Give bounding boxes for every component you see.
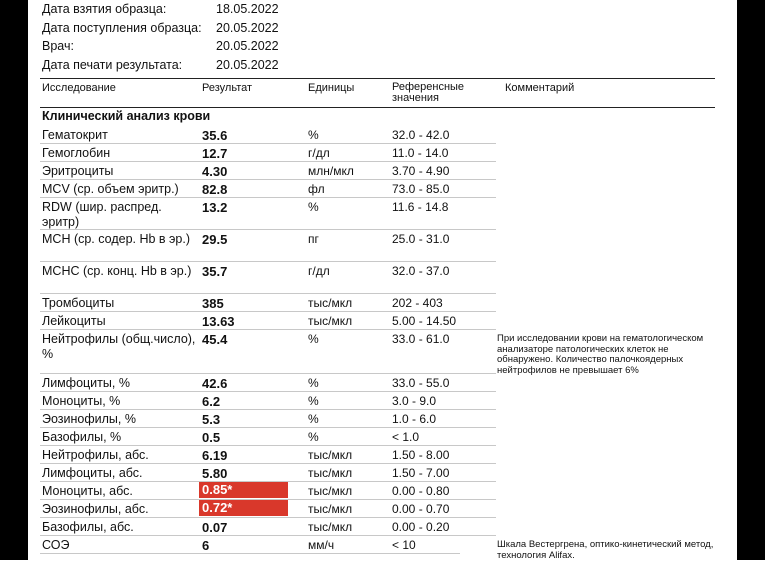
test-name: Гематокрит <box>42 128 108 142</box>
table-row <box>28 464 737 482</box>
reference-range: 0.00 - 0.70 <box>392 502 450 516</box>
test-name: Лимфоциты, абс. <box>42 466 143 480</box>
header-units: Единицы <box>308 82 355 94</box>
table-row <box>28 518 737 536</box>
comment: При исследовании крови на гематологическом анализаторе патологических клеток не обнаружено. Количество палочкоядерных нейтрофилов не превышает 6% <box>497 333 704 376</box>
unit: тыс/мкл <box>308 466 353 480</box>
table-row <box>28 162 737 180</box>
table-row <box>28 446 737 464</box>
result-value: 6 <box>202 538 210 553</box>
meta-label: Дата поступления образца: <box>42 20 202 35</box>
table-row <box>28 428 737 446</box>
reference-range: < 10 <box>392 538 416 552</box>
header-test: Исследование <box>42 82 116 94</box>
right-border <box>737 0 765 560</box>
unit: % <box>308 394 319 408</box>
reference-range: 3.70 - 4.90 <box>392 164 450 178</box>
unit: мм/ч <box>308 538 335 552</box>
reference-range: 11.0 - 14.0 <box>392 146 449 160</box>
section-title: Клинический анализ крови <box>42 109 211 123</box>
test-name: Тромбоциты <box>42 296 115 310</box>
unit: г/дл <box>308 264 330 278</box>
reference-range: 3.0 - 9.0 <box>392 394 437 408</box>
unit: тыс/мкл <box>308 502 353 516</box>
table-row <box>28 126 737 144</box>
test-name: Нейтрофилы (общ.число), % <box>42 332 196 361</box>
reference-range: 32.0 - 37.0 <box>392 264 450 278</box>
result-value: 6.2 <box>202 394 221 409</box>
reference-range: 33.0 - 55.0 <box>392 376 450 390</box>
table-row <box>28 500 737 518</box>
table-row <box>28 482 737 500</box>
test-name: Лимфоциты, % <box>42 376 130 390</box>
reference-range: 0.00 - 0.80 <box>392 484 450 498</box>
header-reference: Референсные значения <box>392 81 465 104</box>
table-row <box>28 230 737 262</box>
test-name: Эритроциты <box>42 164 114 178</box>
table-row <box>28 312 737 330</box>
test-name: MCV (ср. объем эритр.) <box>42 182 179 196</box>
header-comment: Комментарий <box>505 82 575 94</box>
result-value: 0.85* <box>199 482 288 498</box>
report-page <box>28 0 737 560</box>
unit: г/дл <box>308 146 330 160</box>
test-name: RDW (шир. распред. эритр) <box>42 200 162 229</box>
table-row <box>28 198 737 230</box>
test-name: Эозинофилы, % <box>42 412 136 426</box>
result-value: 0.5 <box>202 430 221 445</box>
result-value: 4.30 <box>202 164 228 179</box>
test-name: Гемоглобин <box>42 146 111 160</box>
result-value: 0.72* <box>199 500 288 516</box>
result-value: 42.6 <box>202 376 228 391</box>
table-row <box>28 294 737 312</box>
reference-range: < 1.0 <box>392 430 420 444</box>
results-table <box>28 126 737 561</box>
header-result: Результат <box>202 82 253 94</box>
table-row <box>28 262 737 294</box>
reference-range: 73.0 - 85.0 <box>392 182 450 196</box>
result-value: 12.7 <box>202 146 228 161</box>
test-name: Моноциты, абс. <box>42 484 133 498</box>
result-value: 13.2 <box>202 200 228 215</box>
table-row <box>28 374 737 392</box>
meta-value: 18.05.2022 <box>216 2 279 16</box>
unit: % <box>308 430 319 444</box>
unit: % <box>308 200 319 214</box>
reference-range: 32.0 - 42.0 <box>392 128 450 142</box>
test-name: Лейкоциты <box>42 314 106 328</box>
left-border <box>0 0 28 560</box>
unit: тыс/мкл <box>308 314 353 328</box>
test-name: MCH (ср. содер. Hb в эр.) <box>42 232 190 246</box>
divider <box>40 107 715 108</box>
result-value: 385 <box>202 296 224 311</box>
table-row <box>28 180 737 198</box>
result-value: 35.7 <box>202 264 228 279</box>
comment: Шкала Вестергрена, оптико-кинетический метод, технология Alifax. <box>497 539 714 561</box>
reference-range: 5.00 - 14.50 <box>392 314 457 328</box>
table-row <box>28 410 737 428</box>
reference-range: 0.00 - 0.20 <box>392 520 450 534</box>
result-value: 13.63 <box>202 314 235 329</box>
unit: тыс/мкл <box>308 520 353 534</box>
meta-value: 20.05.2022 <box>216 20 279 35</box>
reference-range: 1.50 - 7.00 <box>392 466 450 480</box>
unit: тыс/мкл <box>308 484 353 498</box>
reference-range: 1.50 - 8.00 <box>392 448 450 462</box>
result-value: 82.8 <box>202 182 228 197</box>
table-row <box>28 536 737 561</box>
reference-range: 33.0 - 61.0 <box>392 332 450 346</box>
test-name: Нейтрофилы, абс. <box>42 448 149 462</box>
meta-label: Дата взятия образца: <box>42 2 167 16</box>
table-header <box>28 80 737 108</box>
test-name: MCHC (ср. конц. Hb в эр.) <box>42 264 192 278</box>
unit: % <box>308 412 319 426</box>
reference-range: 25.0 - 31.0 <box>392 232 450 246</box>
result-value: 35.6 <box>202 128 228 143</box>
meta-label: Врач: <box>42 39 74 53</box>
result-value: 5.3 <box>202 412 221 427</box>
table-row <box>28 144 737 162</box>
result-value: 6.19 <box>202 448 228 463</box>
test-name: Базофилы, % <box>42 430 122 444</box>
result-value: 45.4 <box>202 332 228 347</box>
reference-range: 1.0 - 6.0 <box>392 412 437 426</box>
result-value: 29.5 <box>202 232 228 247</box>
unit: % <box>308 332 319 346</box>
unit: млн/мкл <box>308 164 354 178</box>
unit: пг <box>308 232 319 246</box>
unit: фл <box>308 182 325 196</box>
table-row <box>28 330 737 374</box>
unit: тыс/мкл <box>308 296 353 310</box>
meta-value: 20.05.2022 <box>216 57 279 72</box>
result-value: 5.80 <box>202 466 228 481</box>
meta-label: Дата печати результата: <box>42 57 183 72</box>
reference-range: 202 - 403 <box>392 296 443 310</box>
meta-value: 20.05.2022 <box>216 39 279 53</box>
test-name: Моноциты, % <box>42 394 121 408</box>
unit: % <box>308 376 319 390</box>
test-name: Базофилы, абс. <box>42 520 134 534</box>
reference-range: 11.6 - 14.8 <box>392 200 449 214</box>
table-row <box>28 392 737 410</box>
test-name: СОЭ <box>42 538 70 552</box>
unit: % <box>308 128 319 142</box>
unit: тыс/мкл <box>308 448 353 462</box>
test-name: Эозинофилы, абс. <box>42 502 149 516</box>
divider <box>40 78 715 79</box>
result-value: 0.07 <box>202 520 228 535</box>
